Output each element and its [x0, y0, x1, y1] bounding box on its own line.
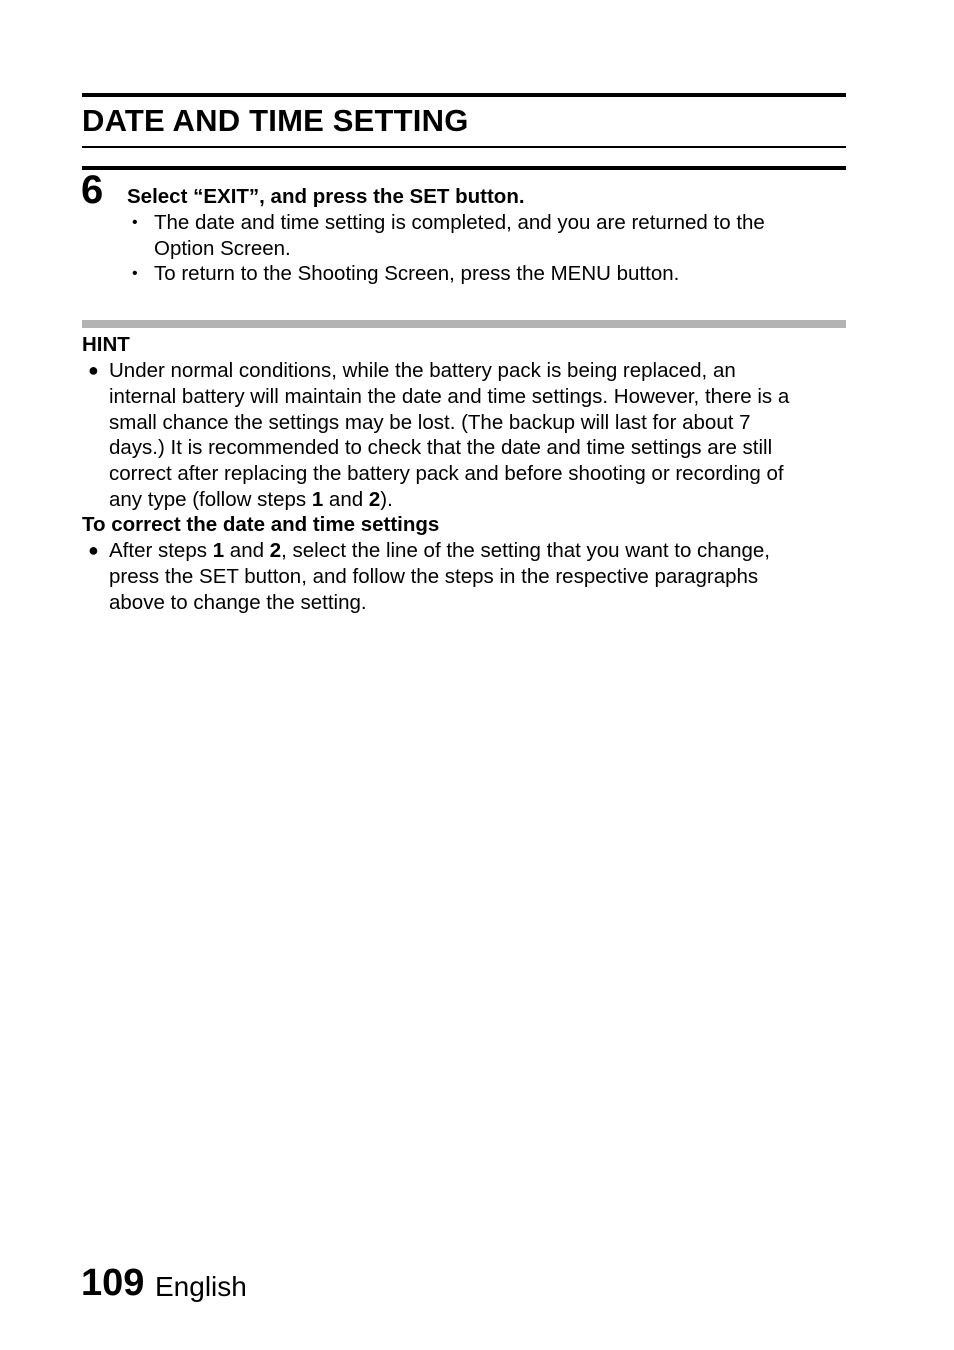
hint-line: , select the line of the setting that you want to change, — [281, 539, 771, 562]
list-item — [82, 538, 852, 615]
step-bullet-list — [127, 210, 847, 287]
list-item — [127, 261, 847, 287]
page-language: English — [155, 1271, 247, 1302]
step-ref: 1 — [212, 539, 225, 562]
hint-line: internal battery will maintain the date and time settings. However, there is a — [109, 384, 790, 408]
step-bullet-text: Option Screen. — [154, 236, 291, 260]
step-instruction: Select “EXIT”, and press the SET button. — [127, 185, 525, 208]
list-item — [82, 358, 852, 513]
hint-line: days.) It is recommended to check that the date and time settings are still — [109, 436, 773, 460]
hint-line: and — [323, 487, 369, 511]
list-item — [127, 210, 847, 261]
section-title: DATE AND TIME SETTING — [82, 103, 469, 138]
step-ref: 2 — [368, 487, 381, 511]
hint-heading: HINT — [82, 333, 130, 356]
hint-line: After steps — [109, 539, 213, 562]
hint-line: and — [224, 539, 270, 562]
step-bullet-text: The date and time setting is completed, and you are returned to the — [154, 211, 765, 234]
step-ref: 1 — [311, 487, 324, 511]
hint-line: press the SET button, and follow the steps in the respective paragraphs — [109, 564, 759, 588]
step-bullet-text: To return to the Shooting Screen, press the MENU button. — [154, 262, 680, 285]
hint-item — [82, 358, 852, 513]
bullet-dot-icon: • — [132, 214, 138, 231]
hint-line: Under normal conditions, while the battery pack is being replaced, an — [109, 359, 736, 382]
step-number: 6 — [81, 168, 104, 212]
hint-item — [82, 538, 852, 615]
step-top-rule — [82, 166, 846, 170]
bullet-dot-icon: • — [132, 265, 138, 282]
title-top-rule — [82, 93, 846, 97]
hint-line: small chance the settings may be lost. (The backup will last for about 7 — [109, 410, 751, 434]
hint-line: above to change the setting. — [109, 590, 367, 614]
hint-divider-bar — [82, 320, 846, 328]
page-number: 109 — [81, 1262, 145, 1304]
hint-line: ). — [380, 487, 393, 511]
title-bottom-rule — [82, 146, 846, 148]
bullet-dot-icon: ● — [88, 540, 99, 560]
bullet-dot-icon: ● — [88, 360, 99, 380]
hint-line: correct after replacing the battery pack and before shooting or recording of — [109, 462, 784, 486]
step-ref: 2 — [269, 539, 282, 562]
hint-subheading: To correct the date and time settings — [82, 513, 440, 536]
hint-line: any type (follow steps — [109, 487, 312, 511]
